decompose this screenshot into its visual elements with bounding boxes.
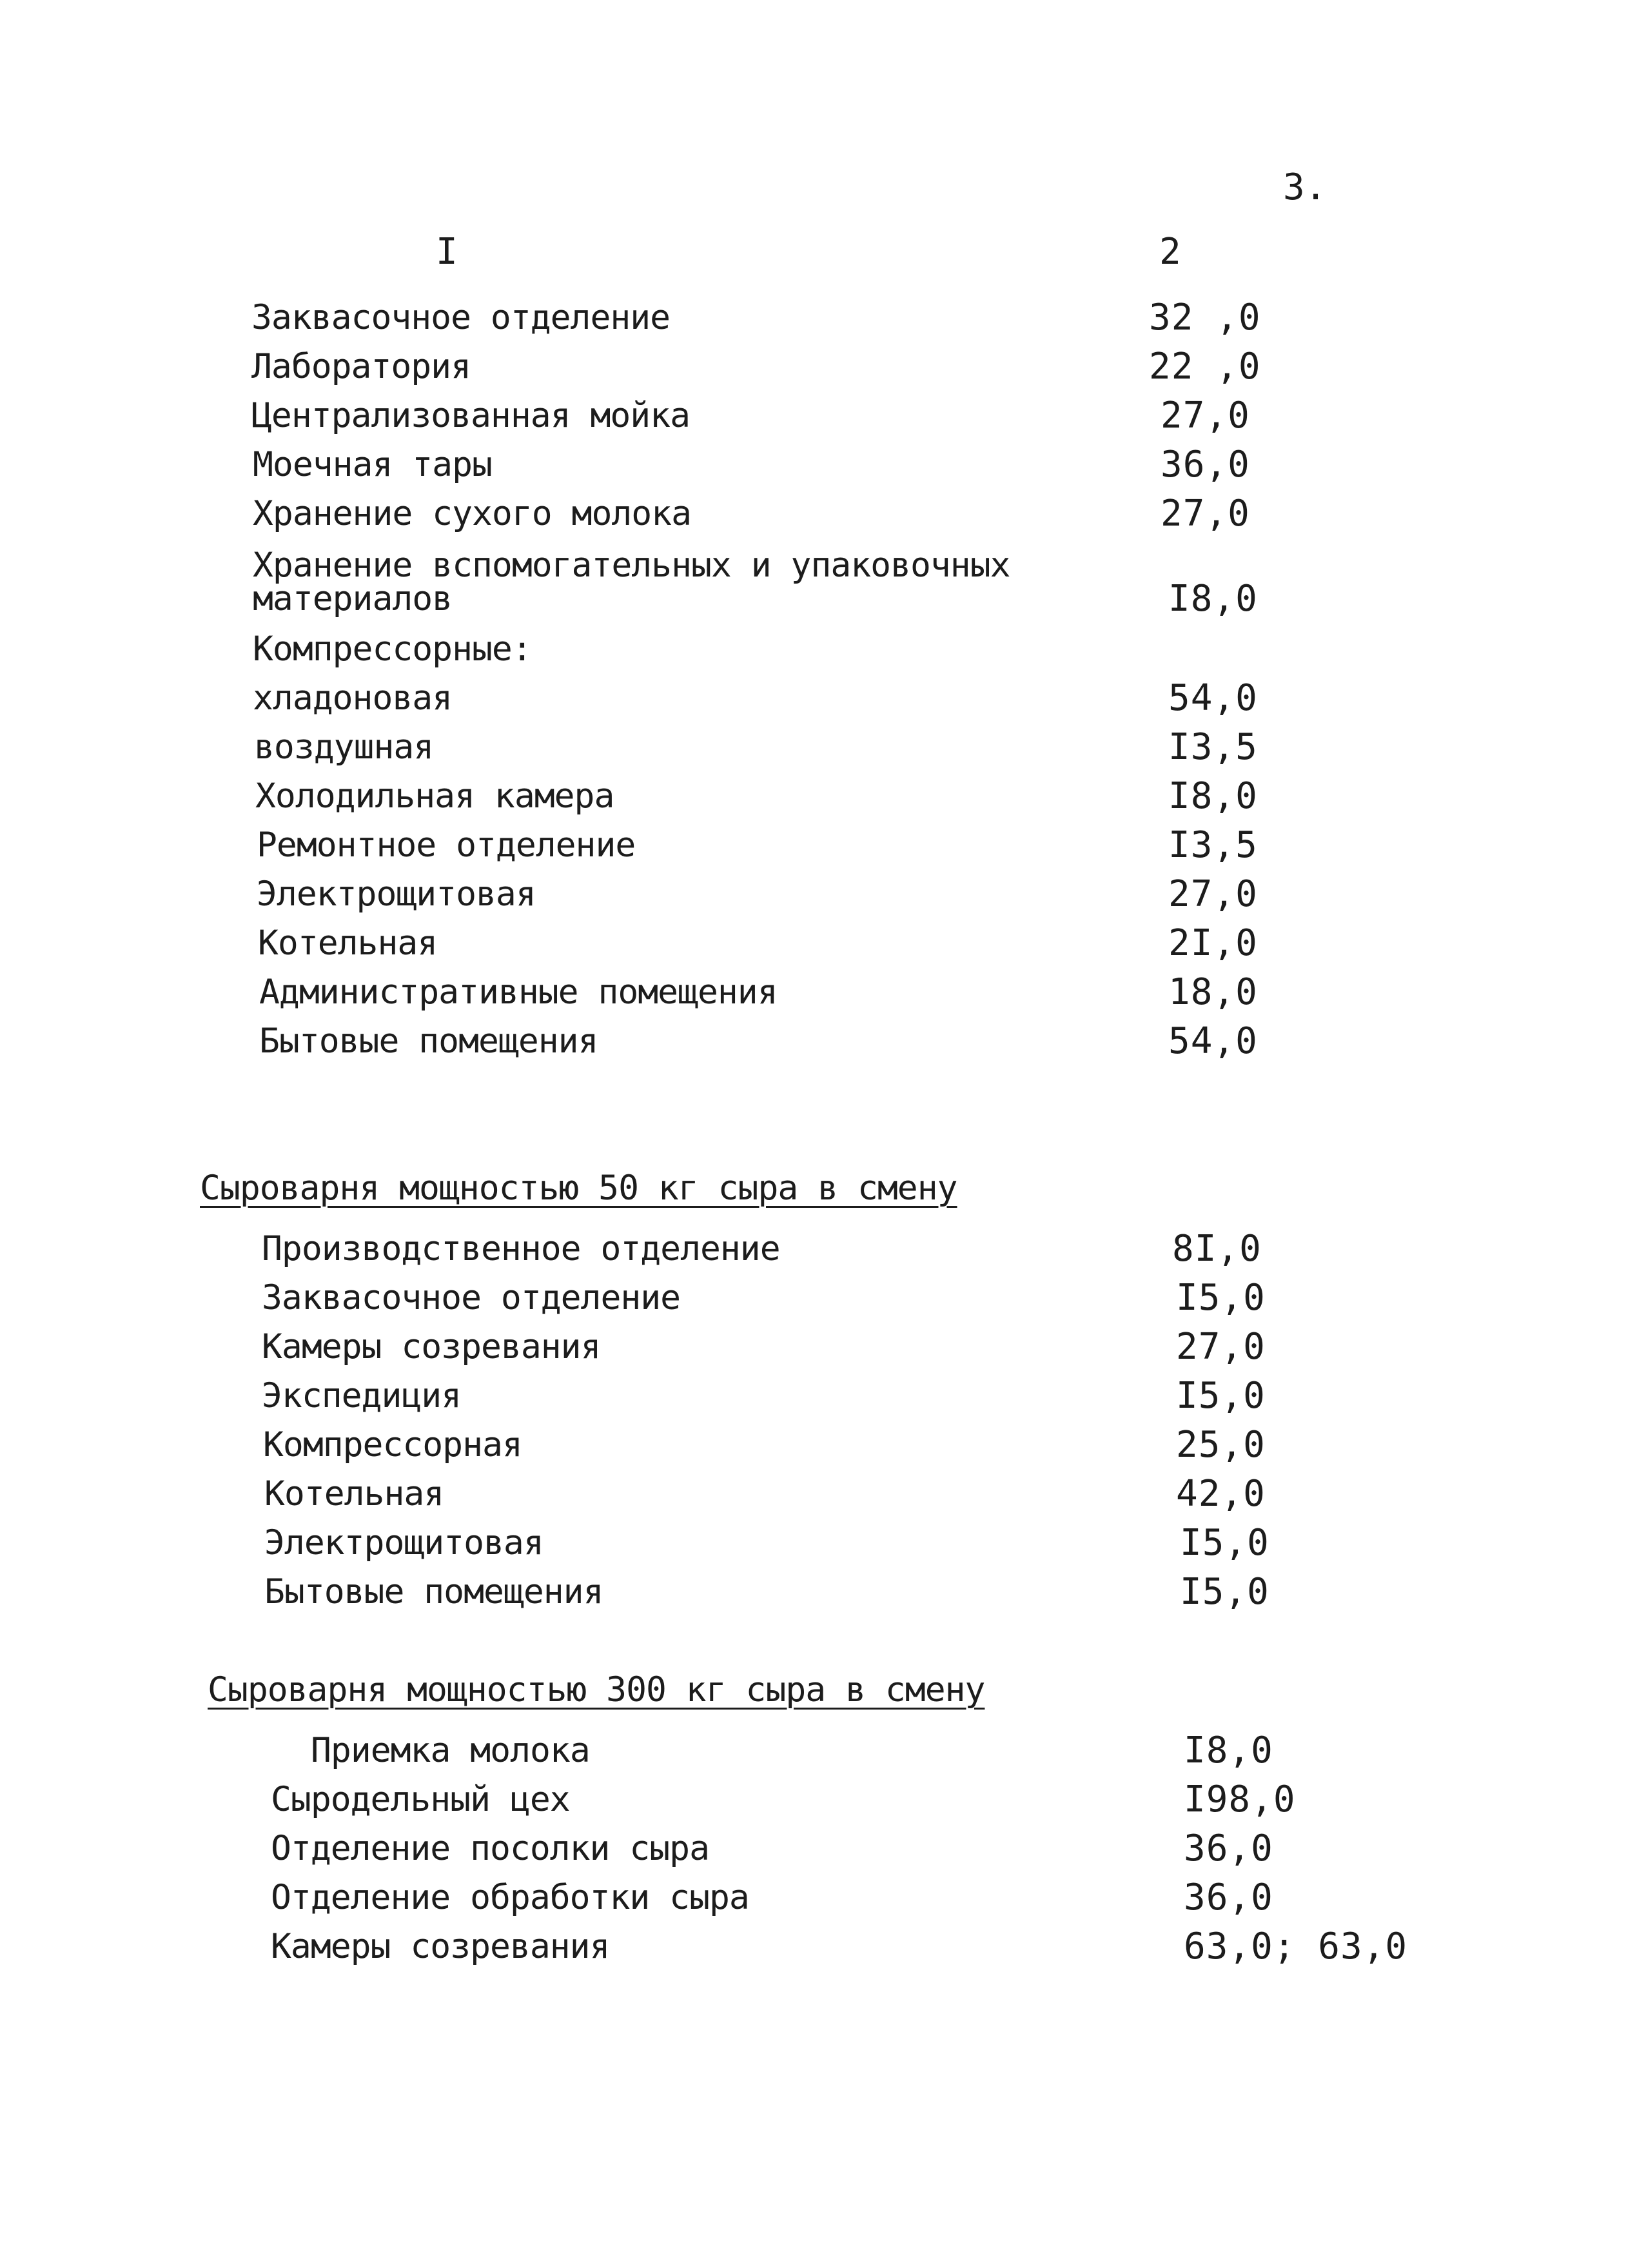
room-area: I98,0 xyxy=(1184,1779,1296,1820)
section-title: Сыроварня мощностью 50 кг сыра в смену xyxy=(200,1169,957,1208)
room-name: Электрощитовая xyxy=(257,874,536,914)
room-area: I5,0 xyxy=(1180,1522,1269,1564)
room-area: 27,0 xyxy=(1161,493,1250,535)
room-area: 36,0 xyxy=(1161,444,1250,486)
room-name: Административные помещения xyxy=(259,972,778,1012)
room-name: Электрощитовая xyxy=(264,1523,544,1563)
room-name: материалов xyxy=(253,579,453,618)
room-area: 2I,0 xyxy=(1168,922,1258,964)
room-area: 18,0 xyxy=(1168,971,1258,1013)
room-area: 63,0; 63,0 xyxy=(1184,1926,1408,1967)
room-name: Экспедиция xyxy=(262,1376,462,1415)
table-row xyxy=(0,629,1646,682)
table-row xyxy=(0,1326,1646,1380)
room-name: Приемка молока xyxy=(311,1731,590,1770)
room-area: I3,5 xyxy=(1168,726,1258,768)
room-name: Камеры созревания xyxy=(262,1327,601,1366)
room-name: Холодильная камера xyxy=(255,776,614,816)
table-row xyxy=(0,1277,1646,1331)
room-area: 32 ,0 xyxy=(1149,297,1261,339)
room-name: воздушная xyxy=(254,727,434,767)
table-row xyxy=(0,1375,1646,1429)
table-row xyxy=(0,1730,1646,1784)
table-row xyxy=(0,677,1646,731)
room-area: I8,0 xyxy=(1168,578,1258,620)
room-area: I3,5 xyxy=(1168,824,1258,866)
column-header-1: I xyxy=(436,231,458,273)
room-area: I5,0 xyxy=(1180,1571,1269,1613)
room-name: Камеры созревания xyxy=(271,1927,610,1966)
table-row xyxy=(0,922,1646,976)
room-name: Хранение сухого молока xyxy=(253,494,691,533)
table-row xyxy=(0,578,1646,632)
room-area: 27,0 xyxy=(1168,873,1258,915)
table-row xyxy=(0,1228,1646,1282)
room-area: 8I,0 xyxy=(1172,1228,1262,1270)
room-area: 36,0 xyxy=(1184,1828,1273,1869)
room-name: Лаборатория xyxy=(251,347,471,386)
table-row xyxy=(0,1877,1646,1931)
section-title: Сыроварня мощностью 300 кг сыра в смену xyxy=(208,1670,985,1710)
room-name: Централизованная мойка xyxy=(251,396,690,435)
table-row xyxy=(0,346,1646,400)
table-row xyxy=(0,493,1646,547)
room-name: Производственное отделение xyxy=(262,1229,780,1268)
room-area: 54,0 xyxy=(1168,1020,1258,1062)
room-name: Заквасочное отделение xyxy=(262,1278,681,1317)
table-row xyxy=(0,1571,1646,1625)
room-name: Бытовые помещения xyxy=(264,1572,603,1612)
table-row xyxy=(0,1473,1646,1527)
room-area: I5,0 xyxy=(1176,1375,1266,1417)
table-row xyxy=(0,824,1646,878)
table-row xyxy=(0,1522,1646,1576)
table-row xyxy=(0,1926,1646,1980)
room-area: 42,0 xyxy=(1176,1473,1266,1515)
table-row xyxy=(0,1020,1646,1074)
room-name: Котельная xyxy=(264,1474,444,1514)
room-name: Компрессорная xyxy=(263,1425,522,1464)
room-name: Котельная xyxy=(258,923,438,963)
table-row xyxy=(0,395,1646,449)
column-header-2: 2 xyxy=(1159,231,1181,273)
room-area: 25,0 xyxy=(1176,1424,1266,1466)
room-area: I5,0 xyxy=(1176,1277,1266,1319)
table-row xyxy=(0,971,1646,1025)
table-row xyxy=(0,726,1646,780)
room-name: Отделение обработки сыра xyxy=(271,1878,749,1917)
room-name: Отделение посолки сыра xyxy=(271,1829,709,1868)
room-name: Сыродельный цех xyxy=(271,1780,570,1819)
table-row xyxy=(0,775,1646,829)
room-name: Моечная тары xyxy=(253,445,492,484)
room-area: I8,0 xyxy=(1168,775,1258,817)
table-row xyxy=(0,1828,1646,1882)
room-name: Заквасочное отделение xyxy=(251,298,671,337)
table-row xyxy=(0,297,1646,351)
table-row xyxy=(0,1779,1646,1833)
room-name: Ремонтное отделение xyxy=(257,825,636,865)
page-number: 3. xyxy=(1283,166,1327,208)
room-area: 22 ,0 xyxy=(1149,346,1261,388)
room-name: Компрессорные: xyxy=(253,629,532,669)
room-area: 54,0 xyxy=(1168,677,1258,719)
table-row xyxy=(0,444,1646,498)
room-area: I8,0 xyxy=(1184,1730,1273,1771)
room-name: Хранение вспомогательных и упаковочных xyxy=(253,546,1010,585)
room-area: 36,0 xyxy=(1184,1877,1273,1918)
table-row xyxy=(0,873,1646,927)
table-row xyxy=(0,1424,1646,1478)
room-name: Бытовые помещения xyxy=(259,1021,598,1061)
room-area: 27,0 xyxy=(1161,395,1250,437)
room-area: 27,0 xyxy=(1176,1326,1266,1368)
room-name: хладоновая xyxy=(253,678,453,718)
